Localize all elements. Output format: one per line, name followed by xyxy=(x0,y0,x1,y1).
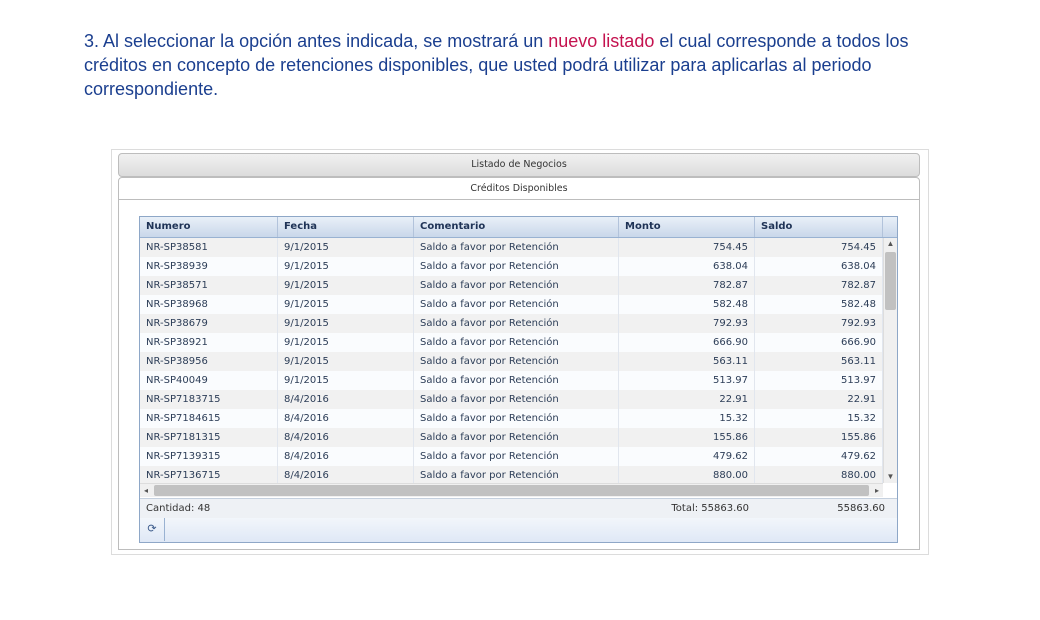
cell-fecha: 8/4/2016 xyxy=(278,466,414,483)
horizontal-scroll-thumb[interactable] xyxy=(154,485,869,496)
cell-saldo: 582.48 xyxy=(755,295,883,314)
cell-monto: 666.90 xyxy=(619,333,755,352)
table-row[interactable] xyxy=(140,466,883,483)
table-row[interactable] xyxy=(140,276,883,295)
cell-monto: 15.32 xyxy=(619,409,755,428)
table-row[interactable] xyxy=(140,257,883,276)
grid-header xyxy=(140,217,897,238)
vertical-scroll-thumb[interactable] xyxy=(885,252,896,310)
cell-monto: 22.91 xyxy=(619,390,755,409)
table-row[interactable] xyxy=(140,390,883,409)
cell-numero: NR-SP7181315 xyxy=(140,428,278,447)
cell-saldo: 15.32 xyxy=(755,409,883,428)
cell-saldo: 155.86 xyxy=(755,428,883,447)
cell-comentario: Saldo a favor por Retención xyxy=(414,276,619,295)
cell-monto: 479.62 xyxy=(619,447,755,466)
cell-comentario: Saldo a favor por Retención xyxy=(414,409,619,428)
cell-monto: 754.45 xyxy=(619,238,755,257)
cell-numero: NR-SP7136715 xyxy=(140,466,278,483)
cell-numero: NR-SP38956 xyxy=(140,352,278,371)
table-row[interactable] xyxy=(140,409,883,428)
cell-fecha: 9/1/2015 xyxy=(278,257,414,276)
table-row[interactable] xyxy=(140,238,883,257)
cell-saldo: 666.90 xyxy=(755,333,883,352)
cell-saldo: 754.45 xyxy=(755,238,883,257)
column-header-numero[interactable]: Numero xyxy=(140,217,278,237)
count-label: Cantidad: 48 xyxy=(146,503,211,514)
instruction-text-start: 3. Al seleccionar la opción antes indicada, se mostrará un xyxy=(84,31,549,51)
cell-fecha: 8/4/2016 xyxy=(278,409,414,428)
cell-comentario: Saldo a favor por Retención xyxy=(414,314,619,333)
cell-comentario: Saldo a favor por Retención xyxy=(414,371,619,390)
cell-numero: NR-SP38581 xyxy=(140,238,278,257)
cell-fecha: 9/1/2015 xyxy=(278,238,414,257)
cell-saldo: 563.11 xyxy=(755,352,883,371)
cell-saldo: 479.62 xyxy=(755,447,883,466)
cell-comentario: Saldo a favor por Retención xyxy=(414,238,619,257)
cell-comentario: Saldo a favor por Retención xyxy=(414,466,619,483)
table-row[interactable] xyxy=(140,314,883,333)
cell-fecha: 8/4/2016 xyxy=(278,390,414,409)
cell-numero: NR-SP7139315 xyxy=(140,447,278,466)
table-row[interactable] xyxy=(140,295,883,314)
cell-monto: 582.48 xyxy=(619,295,755,314)
cell-fecha: 9/1/2015 xyxy=(278,333,414,352)
vertical-scrollbar[interactable] xyxy=(883,238,897,483)
cell-monto: 792.93 xyxy=(619,314,755,333)
table-row[interactable] xyxy=(140,333,883,352)
cell-fecha: 9/1/2015 xyxy=(278,352,414,371)
cell-numero: NR-SP38968 xyxy=(140,295,278,314)
horizontal-scrollbar[interactable] xyxy=(140,483,883,497)
scroll-up-icon[interactable]: ▲ xyxy=(886,239,895,248)
table-row[interactable] xyxy=(140,428,883,447)
cell-monto: 155.86 xyxy=(619,428,755,447)
cell-fecha: 9/1/2015 xyxy=(278,295,414,314)
cell-monto: 513.97 xyxy=(619,371,755,390)
cell-saldo: 782.87 xyxy=(755,276,883,295)
accordion-header-negocios[interactable]: Listado de Negocios xyxy=(118,153,920,177)
cell-monto: 563.11 xyxy=(619,352,755,371)
cell-saldo: 880.00 xyxy=(755,466,883,483)
table-row[interactable] xyxy=(140,447,883,466)
column-header-monto[interactable]: Monto xyxy=(619,217,755,237)
cell-monto: 880.00 xyxy=(619,466,755,483)
instruction-text xyxy=(84,29,964,101)
cell-comentario: Saldo a favor por Retención xyxy=(414,390,619,409)
cell-fecha: 9/1/2015 xyxy=(278,314,414,333)
cell-saldo: 22.91 xyxy=(755,390,883,409)
cell-fecha: 8/4/2016 xyxy=(278,428,414,447)
cell-saldo: 513.97 xyxy=(755,371,883,390)
cell-numero: NR-SP38921 xyxy=(140,333,278,352)
cell-comentario: Saldo a favor por Retención xyxy=(414,333,619,352)
cell-monto: 782.87 xyxy=(619,276,755,295)
grid-paging-toolbar xyxy=(140,518,897,542)
refresh-button[interactable] xyxy=(140,518,165,541)
cell-numero: NR-SP38571 xyxy=(140,276,278,295)
scroll-right-icon[interactable]: ▸ xyxy=(874,486,879,495)
cell-numero: NR-SP40049 xyxy=(140,371,278,390)
cell-saldo: 638.04 xyxy=(755,257,883,276)
instruction-text-end: el cual corresponde a todos los créditos en concepto de retenciones disponibles, que usted podrá utilizar para aplicarlas al periodo correspondiente. xyxy=(84,31,909,99)
cell-comentario: Saldo a favor por Retención xyxy=(414,257,619,276)
table-row[interactable] xyxy=(140,352,883,371)
grid-body xyxy=(140,238,883,483)
cell-saldo: 792.93 xyxy=(755,314,883,333)
creditos-grid xyxy=(139,216,898,543)
column-header-fecha[interactable]: Fecha xyxy=(278,217,414,237)
refresh-icon: ⟳ xyxy=(147,523,157,535)
cell-numero: NR-SP38679 xyxy=(140,314,278,333)
screenshot-frame xyxy=(111,149,929,555)
accordion-header-creditos[interactable]: Créditos Disponibles xyxy=(118,177,920,200)
scroll-down-icon[interactable]: ▼ xyxy=(886,472,895,481)
cell-numero: NR-SP7183715 xyxy=(140,390,278,409)
cell-monto: 638.04 xyxy=(619,257,755,276)
total-saldo-value: 55863.60 xyxy=(837,503,885,514)
cell-comentario: Saldo a favor por Retención xyxy=(414,295,619,314)
instruction-highlight: nuevo listado xyxy=(548,31,655,51)
cell-numero: NR-SP7184615 xyxy=(140,409,278,428)
total-monto-label: Total: 55863.60 xyxy=(671,503,749,514)
cell-numero: NR-SP38939 xyxy=(140,257,278,276)
scroll-left-icon[interactable]: ◂ xyxy=(143,486,148,495)
cell-comentario: Saldo a favor por Retención xyxy=(414,352,619,371)
column-header-comentario[interactable]: Comentario xyxy=(414,217,619,237)
grid-summary-row xyxy=(140,498,897,519)
table-row[interactable] xyxy=(140,371,883,390)
column-header-saldo[interactable]: Saldo xyxy=(755,217,883,237)
cell-fecha: 8/4/2016 xyxy=(278,447,414,466)
cell-comentario: Saldo a favor por Retención xyxy=(414,428,619,447)
cell-fecha: 9/1/2015 xyxy=(278,371,414,390)
cell-fecha: 9/1/2015 xyxy=(278,276,414,295)
cell-comentario: Saldo a favor por Retención xyxy=(414,447,619,466)
